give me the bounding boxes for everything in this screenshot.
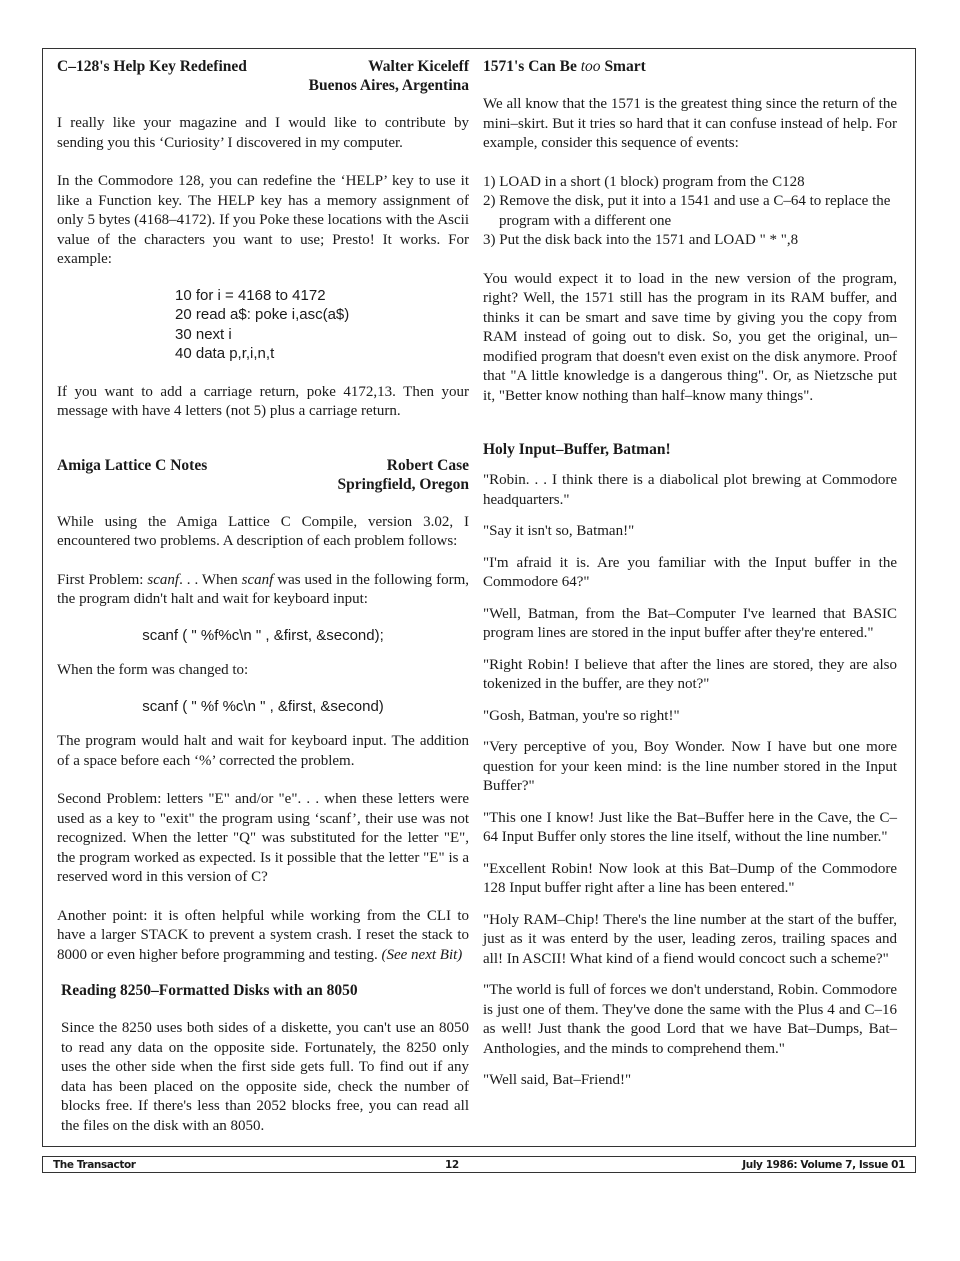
author-name: Robert Case [386,456,469,474]
paragraph-first-problem [57,571,469,610]
numbered-list [483,173,897,251]
dialogue-line: "This one I know! Just like the Bat–Buffer here in the Cave, the C–64 Input Buffer only stores the line itself, without the line number." [483,809,897,845]
label: First Problem: [57,571,144,588]
paragraph: The program would halt and wait for keyboard input. The addition of a space before each ‘%’ corrected the problem. [57,733,469,769]
article-help-key [57,57,469,422]
code-line: 40 data p,r,i,n,t [175,345,275,362]
dialogue-line: "I'm afraid it is. Are you familiar with the Input buffer in the Commodore 64?" [483,554,897,590]
article-reading-8250 [57,981,469,1136]
dialogue-line: "Well, Batman, from the Bat–Computer I've learned that BASIC program lines are stored in the input buffer after they're entered." [483,605,897,641]
article-header [57,57,469,95]
list-item: 1) LOAD in a short (1 block) program from the C128 [483,173,805,190]
dialogue [483,471,897,1091]
page-frame [42,48,916,1147]
article-title: Holy Input–Buffer, Batman! [483,441,671,458]
paragraph: Since the 8250 uses both sides of a diskette, you can't use an 8050 to read any data on the opposite side. Fortunately, the 8250 only uses the other side when the first side gets full. To find out if any data has been placed on the opposite side, check the number of blocks free. If there's less than 2052 blocks free, you can read all the files on the disk with an 8050. [61,1020,469,1134]
author-name: Walter Kiceleff [368,58,469,75]
list-item: 2) Remove the disk, put it into a 1541 and use a C–64 to replace the program with a different one [483,193,891,229]
paragraph: When the form was changed to: [57,662,249,678]
text: was used in the following form, the program didn't halt and wait for keyboard input: [57,571,470,607]
page-number: 12 [445,1159,459,1171]
code-line: 10 for i = 4168 to 4172 [175,286,326,304]
paragraph: If you want to add a carriage return, poke 4172,13. Then your message with have 4 letters (not 5) plus a carriage return. [57,383,469,419]
list-item: 3) Put the disk back into the 1571 and LOAD " * ",8 [483,232,799,248]
dialogue-line: "Holy RAM–Chip! There's the line number at the start of the buffer, just as it was enterd by the user, leading zeros, trailing spaces and all! In ASCII! What kind of a fiend would concoct such a scheme?" [483,911,897,967]
article-1571-smart [483,57,897,406]
article-title: Amiga Lattice C Notes [57,456,208,474]
text: Another point: it is often helpful while working from the CLI to have a larger STACK to prevent a system crash. I reset the stack to 8000 or even higher before programming and testing. [57,907,469,963]
article-title [483,57,897,76]
emphasis: scanf [147,571,180,588]
dialogue-line: "Say it isn't so, Batman!" [483,523,635,539]
page-footer [42,1156,916,1173]
article-lattice-c [57,456,469,966]
see-next-note: (See next Bit) [381,946,463,963]
dialogue-line: "Excellent Robin! Now look at this Bat–Dump of the Commodore 128 Input buffer right after a line has been entered." [483,860,897,896]
text: . . . When [179,571,242,588]
label: Second Problem: [57,791,162,807]
magazine-name: The Transactor [53,1159,136,1171]
dialogue-line: "Very perceptive of you, Boy Wonder. Now I have but one more question for your keen mind: is the line number stored in the Input Buffer?" [483,739,897,794]
dialogue-line: "Right Robin! I believe that after the lines are stored, they are also tokenized in the buffer, are they not?" [483,656,897,692]
author-location: Springfield, Oregon [337,475,469,493]
article-byline [338,456,469,494]
article-header [57,456,469,494]
code-line: scanf ( " %f%c\n " , &first, &second); [142,626,384,644]
paragraph: I really like your magazine and I would like to contribute by sending you this ‘Curiosity’ I discovered in my computer. [57,115,469,151]
author-location: Buenos Aires, Argentina [308,77,469,94]
code-line: 20 read a$: poke i,asc(a$) [175,306,350,323]
code-line: 30 next i [175,325,232,343]
article-batman [483,440,897,1091]
code-listing [57,286,469,364]
article-title: C–128's Help Key Redefined [57,58,247,75]
text: letters "E" and/or "e". . . when these letters were used as a key to "exit" the program using ‘scanf’, their use was not recognized. When the letter "Q" was substituted for the letter "E", the program worked as expected. Is it possible that the letter "E" is a reserved word in this version of C? [57,791,469,885]
left-column [43,57,469,1136]
article-byline [309,57,469,95]
paragraph: We all know that the 1571 is the greatest thing since the return of the mini–skirt. But it tries so hard that it can confuse instead of help. For example, consider this sequence of events: [483,96,897,151]
title-text: Smart [600,58,646,75]
paragraph [57,907,469,966]
code-line: scanf ( " %f %c\n " , &first, &second) [142,697,384,715]
emphasis: scanf [241,571,274,588]
title-text: 1571's Can Be [483,58,581,75]
dialogue-line: "Robin. . . I think there is a diabolical plot brewing at Commodore headquarters." [483,472,897,508]
dialogue-line: "Well said, Bat–Friend!" [483,1072,632,1088]
paragraph: While using the Amiga Lattice C Compile, version 3.02, I encountered two problems. A description of each problem follows: [57,513,469,549]
title-emphasis: too [580,58,601,75]
dialogue-line: "Gosh, Batman, you're so right!" [483,707,680,724]
paragraph: You would expect it to load in the new version of the program, right? Well, the 1571 still has the program in its RAM buffer, and thinks it can be smart and save time by giving you the copy from RAM instead of going out to disk. So, you get the original, un–modified program that doesn't even exist on the disk anymore. Proof that "A little knowledge is a dangerous thing". Or, as Nietzsche put it, "Better know nothing than half–know many things". [483,270,897,404]
paragraph-second-problem [57,790,469,888]
issue-info: July 1986: Volume 7, Issue 01 [742,1159,905,1171]
paragraph: In the Commodore 128, you can redefine the ‘HELP’ key to use it like a Function key. The HELP key has a memory assignment of only 5 bytes (4168–4172). If you Poke these locations with the Ascii value of the characters you want to use; Presto! It works. For example: [57,173,469,267]
right-column [469,57,914,1091]
article-title: Reading 8250–Formatted Disks with an 8050 [61,982,358,999]
dialogue-line: "The world is full of forces we don't understand, Robin. Commodore is just one of them. They've done the same with the Plus 4 and C–16 as well! Just thank the good Lord that we have Bat–Dumps, Bat–Anthologies, and the minds to comprehend them." [483,982,897,1057]
